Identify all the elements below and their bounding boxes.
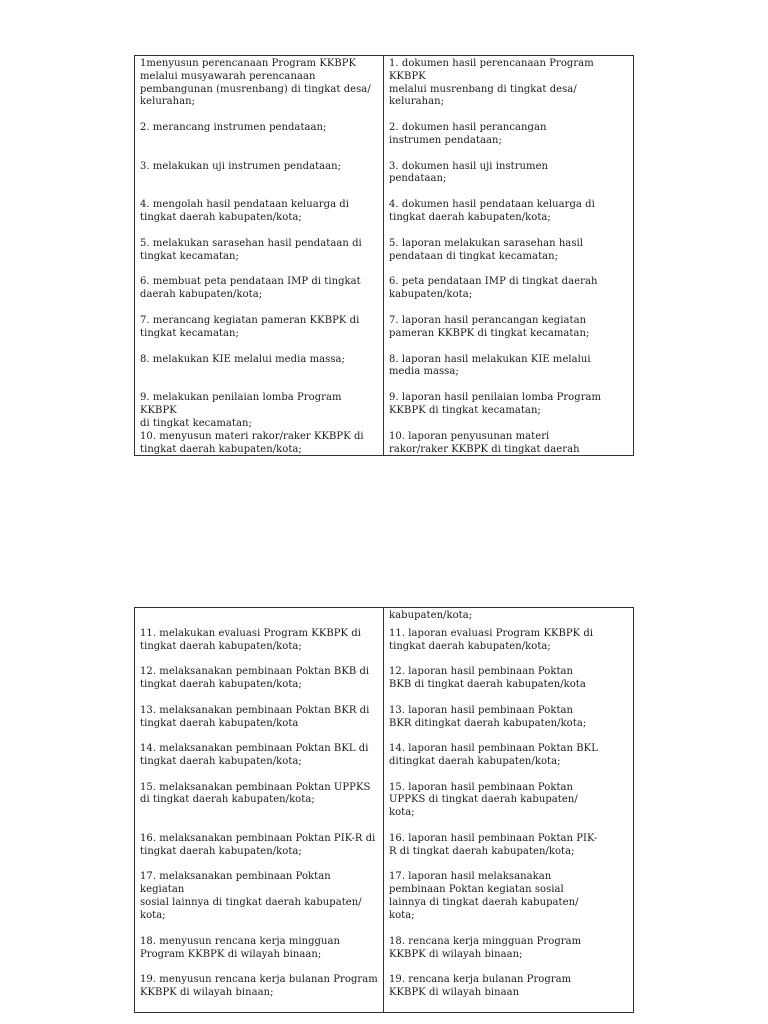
- activity-cell: 6. membuat peta pendataan IMP di tingkat daerah kabupaten/kota;: [140, 276, 361, 301]
- output-cell: 11. laporan evaluasi Program KKBPK di tingkat daerah kabupaten/kota;: [389, 628, 594, 652]
- activity-table-part-1: [134, 55, 634, 456]
- output-cell: 18. rencana kerja mingguan Program KKBPK di wilayah binaan;: [389, 935, 582, 960]
- activity-cell: 14. melaksanakan pembinaan Poktan BKL di tingkat daerah kabupaten/kota;: [140, 743, 369, 767]
- output-cell: 12. laporan hasil pembinaan Poktan BKB di tingkat daerah kabupaten/kota: [389, 666, 586, 691]
- activity-cell: 15. melaksanakan pembinaan Poktan UPPKS di tingkat daerah kabupaten/kota;: [140, 781, 371, 806]
- output-cell: 16. laporan hasil pembinaan Poktan PIK- R di tingkat daerah kabupaten/kota;: [389, 833, 598, 857]
- activity-cell: 4. mengolah hasil pendataan keluarga di tingkat daerah kabupaten/kota;: [140, 199, 350, 223]
- output-cell: 19. rencana kerja bulanan Program KKBPK di wilayah binaan: [389, 974, 572, 999]
- output-cell: 8. laporan hasil melakukan KIE melalui media massa;: [389, 353, 591, 378]
- activity-cell: 2. merancang instrumen pendataan;: [140, 122, 327, 133]
- output-cell: 17. laporan hasil melaksanakan pembinaan Poktan kegiatan sosial lainnya di tingkat daerah kabupaten/ kota;: [389, 871, 579, 921]
- activity-cell: 5. melakukan sarasehan hasil pendataan di tingkat kecamatan;: [140, 237, 362, 262]
- output-cell: kabupaten/kota;: [389, 610, 473, 621]
- activity-cell: [140, 610, 378, 628]
- activity-cell: 13. melaksanakan pembinaan Poktan BKR di tingkat daerah kabupaten/kota: [140, 704, 370, 729]
- output-cell: 6. peta pendataan IMP di tingkat daerah kabupaten/kota;: [389, 276, 598, 301]
- activity-cell: 10. menyusun materi rakor/raker KKBPK di tingkat daerah kabupaten/kota;: [140, 430, 364, 455]
- activity-cell: 19. menyusun rencana kerja bulanan Program KKBPK di wilayah binaan;: [140, 974, 378, 999]
- activity-column: [135, 608, 384, 1012]
- output-column: [384, 56, 633, 455]
- activity-cell: 1menyusun perencanaan Program KKBPK melalui musyawarah perencanaan pembangunan (musrenbang) di tingkat desa/ kelurahan;: [140, 58, 371, 108]
- activity-cell: 7. merancang kegiatan pameran KKBPK di tingkat kecamatan;: [140, 314, 360, 339]
- output-cell: 10. laporan penyusunan materi rakor/raker KKBPK di tingkat daerah: [389, 430, 580, 455]
- activity-cell: 17. melaksanakan pembinaan Poktan kegiatan sosial lainnya di tingkat daerah kabupaten/ kota;: [140, 871, 362, 921]
- output-cell: 15. laporan hasil pembinaan Poktan UPPKS di tingkat daerah kabupaten/ kota;: [389, 781, 578, 819]
- output-cell: 1. dokumen hasil perencanaan Program KKBPK melalui musrenbang di tingkat desa/ kelurahan;: [389, 58, 594, 108]
- activity-table-part-2: [134, 607, 634, 1013]
- output-cell: 9. laporan hasil penilaian lomba Program KKBPK di tingkat kecamatan;: [389, 392, 602, 416]
- output-cell: 4. dokumen hasil pendataan keluarga di tingkat daerah kabupaten/kota;: [389, 199, 595, 223]
- activity-cell: 18. menyusun rencana kerja mingguan Program KKBPK di wilayah binaan;: [140, 935, 341, 960]
- activity-cell: 12. melaksanakan pembinaan Poktan BKB di tingkat daerah kabupaten/kota;: [140, 666, 370, 691]
- activity-cell: 8. melakukan KIE melalui media massa;: [140, 353, 345, 365]
- activity-cell: 9. melakukan penilaian lomba Program KKBPK di tingkat kecamatan;: [140, 392, 342, 429]
- activity-column: [135, 56, 384, 455]
- output-column: [384, 608, 633, 1012]
- output-cell: 2. dokumen hasil perancangan instrumen pendataan;: [389, 122, 547, 146]
- activity-cell: 16. melaksanakan pembinaan Poktan PIK-R di tingkat daerah kabupaten/kota;: [140, 833, 376, 857]
- activity-cell: 3. melakukan uji instrumen pendataan;: [140, 160, 342, 172]
- output-cell: 7. laporan hasil perancangan kegiatan pameran KKBPK di tingkat kecamatan;: [389, 314, 590, 339]
- output-cell: 13. laporan hasil pembinaan Poktan BKR ditingkat daerah kabupaten/kota;: [389, 704, 587, 729]
- output-cell: 14. laporan hasil pembinaan Poktan BKL ditingkat daerah kabupaten/kota;: [389, 743, 598, 767]
- output-cell: 3. dokumen hasil uji instrumen pendataan;: [389, 160, 549, 185]
- output-cell: 5. laporan melakukan sarasehan hasil pendataan di tingkat kecamatan;: [389, 237, 584, 262]
- activity-cell: 11. melakukan evaluasi Program KKBPK di tingkat daerah kabupaten/kota;: [140, 628, 361, 652]
